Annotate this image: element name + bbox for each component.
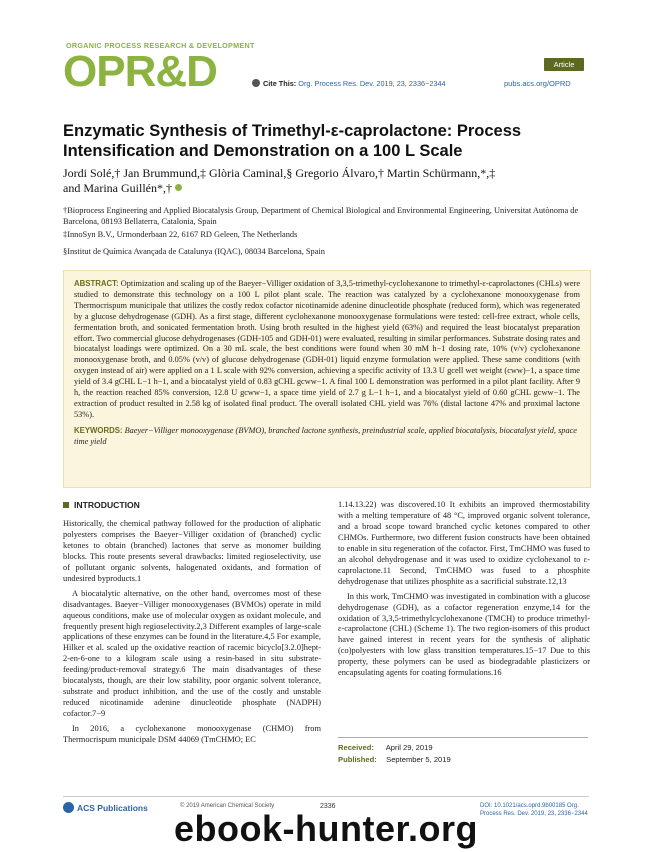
affiliation-3: §Institut de Química Avançada de Catalunya (IQAC), 08034 Barcelona, Spain (63, 247, 325, 256)
section-square-icon (63, 502, 69, 508)
author-line-2-text: and Marina Guillén*,† (63, 181, 172, 195)
acs-publications-logo[interactable] (63, 802, 148, 813)
paragraph: In 2016, a cyclohexanone monooxygenase (CHMO) from Thermocrispum municipale DSM 44069 (TmCHMO; EC (63, 724, 321, 745)
cite-icon (252, 79, 260, 87)
author-line-2 (63, 181, 603, 196)
body-column-left (63, 500, 321, 750)
paragraph: In this work, TmCHMO was investigated in combination with a glucose dehydrogenase (GDH), as a cofactor regeneration enzyme,14 for the oxidation of 3,3,5-trimethylcyclohexanone (TMCH) to produce trimethyl-ε-caprolactone (CHL) (Scheme 1). The two region-isomers of this product have gained interest in recent years for the synthesis of aliphatic (co)polyesters with low glass transition temperatures.15−17 Due to this property, these polymers can be used as biodegradable plasticizers or encapsulating agents for coating formulations.16 (338, 591, 590, 678)
footer-divider (63, 796, 589, 797)
section-heading-introduction (63, 500, 321, 511)
journal-logo: OPR&D (63, 47, 217, 96)
keywords (74, 426, 580, 448)
abstract (74, 279, 580, 421)
abstract-text: Optimization and scaling up of the Baeyer−Villiger oxidation of 3,3,5-trimethyl-cyclohexanone to trimethyl-ε-caprolactones (CHLs) were studied to demonstrate this technology on a 100 L pilot plant scale. The reaction was catalyzed by a cyclohexanone monooxygenase from Thermocrispum municipale that utilizes the costly redox cofactor nicotinamide adenine dinucleotide phosphate (reduced form), which was regenerated by a glucose dehydrogenase (GDH). As a first stage, different cyclohexanone monooxygenase formulations were tested: cell-free extract, whole cells, fermentation broth, and sonicated fermentation broth. Using broth resulted in the highest yield (63%) and required the least biocatalyst preparation effort. Two commercial glucose dehydrogenases (GDH-105 and GDH-01) were evaluated, resulting in similar performances. Substrate dosing rates and biocatalyst loadings were optimized. On a 30 mL scale, the best conditions were found when 30 mM h−1 dosing rate, 10% (v/v) cyclohexanone monooxygenase broth, and 0.05% (v/v) of glucose dehydrogenase (GDH-01) liquid enzyme formulation were applied. These same conditions (with oxygen instead of air) were applied on a 1 L scale with 92% conversion, achieving a specific activity of 13.3 U gcell wet weight (cww)−1, a space time yield of 3.4 gCHL L−1 h−1, and a biocatalyst yield of 0.83 gCHL gcww−1. A final 100 L demonstration was performed in a pilot plant facility. After 9 h, the reaction reached 85% conversion, 12.8 U gcww−1, a space time yield of 2.7 g L−1 h−1, and a biocatalyst yield of 0.60 gCHL gcww−1. The extraction of product resulted in 2.58 kg of isolated final product. The overall isolated CHL yield was 76% (distal lactone 47% and proximal lactone 53%). (74, 279, 581, 419)
author-list (63, 166, 603, 196)
author-line-1: Jordi Solé,† Jan Brummund,‡ Glòria Caminal,§ Gregorio Álvaro,† Martin Schürmann,*,‡ (63, 166, 496, 180)
paragraph: 1.14.13.22) was discovered.10 It exhibits an improved thermostability with a melting temperature of 48 °C, improved organic solvent tolerance, and a broad scope toward branched cyclic ketones compared to other CHMOs. Furthermore, two different fusion constructs have been obtained to enable in situ regeneration of the cofactor. First, TmCHMO was fused to an alcohol dehydrogenase and it was used to oxidize cyclohexanol to ε-caprolactone.11 Second, TmCHMO was fused to a phosphite dehydrogenase that utilizes phosphite as a sacrificial substrate.12,13 (338, 500, 590, 586)
keywords-text: Baeyer−Villiger monooxygenase (BVMO), branched lactone synthesis, preindustrial scale, applied biocatalysis, biocatalyst yield, space time yield (74, 425, 577, 446)
journal-url-link[interactable]: pubs.acs.org/OPRD (504, 79, 571, 88)
watermark-text: ebook-hunter.org (174, 808, 478, 849)
body-column-right (338, 500, 590, 683)
paragraph: Historically, the chemical pathway followed for the production of aliphatic polyesters comprises the Baeyer−Villiger oxidation of (branched) cyclic ketones to obtain (branched) lactones that serve as monomer building blocks. This route presents several drawbacks: limited regioselectivity, use of pollutant organic solvents, halogenated oxidants, and formation of undesired byproducts.1 (63, 518, 321, 583)
cite-label: Cite This: (263, 79, 297, 88)
orcid-icon[interactable] (175, 184, 182, 191)
received-date-row (338, 742, 588, 754)
abstract-box (63, 270, 591, 488)
acs-logo-text: ACS Publications (77, 803, 148, 813)
published-label: Published: (338, 755, 377, 764)
received-label: Received: (338, 743, 374, 752)
paper-title: Enzymatic Synthesis of Trimethyl-ε-caprolactone: Process Intensification and Demonstration on a 100 L Scale (63, 122, 522, 160)
abstract-label: ABSTRACT: (74, 279, 119, 288)
published-date: September 5, 2019 (386, 755, 451, 764)
article-type-badge: Article (544, 58, 584, 71)
acs-logo-icon (63, 802, 74, 813)
affiliation-1: †Bioprocess Engineering and Applied Biocatalysis Group, Department of Chemical Biological and Environmental Engineering, Universitat Autònoma de Barcelona, 08193 Bellaterra, Catalonia, Spain (63, 206, 579, 226)
article-dates (338, 737, 588, 766)
page-number: 2336 (320, 803, 336, 810)
cite-this[interactable] (252, 79, 446, 88)
affiliation-2: ‡InnoSyn B.V., Urmonderbaan 22, 6167 RD Geleen, The Netherlands (63, 230, 298, 239)
journal-name: ORGANIC PROCESS RESEARCH & DEVELOPMENT (66, 41, 255, 50)
published-date-row (338, 754, 588, 766)
received-date: April 29, 2019 (385, 743, 433, 752)
section-heading-text: INTRODUCTION (74, 500, 140, 510)
paragraph: A biocatalytic alternative, on the other hand, overcomes most of these disadvantages. Baeyer−Villiger monooxygenases (BVMOs) operate in mild aqueous conditions, make use of molecular oxygen as oxidant molecule, and frequently present high regioselectivity.2,3 Different examples of large-scale applications of these enzymes can be found in the literature.4,5 For example, Hilker et al. scaled up the oxidative reaction of racemic bicyclo[3.2.0]hept-2-en-6-one to a kilogram scale using a resin-based in situ substrate-feeding/product-removal strategy.6 The main disadvantages of these biocatalysts, though, are their low stability, poor organic solvent tolerance, substrate and product inhibition, and the use of the costly and unstable reduced nicotinamide adenine dinucleotide phosphate (NADPH) cofactor.7−9 (63, 588, 321, 719)
doi-link[interactable]: DOI: 10.1021/acs.oprd.9b00185 Org. Process Res. Dev. 2019, 23, 2336−2344 (480, 803, 588, 817)
cite-reference-link[interactable]: Org. Process Res. Dev. 2019, 23, 2336−2344 (298, 79, 446, 88)
copyright-notice: © 2019 American Chemical Society (180, 803, 275, 809)
keywords-label: KEYWORDS: (74, 425, 123, 435)
